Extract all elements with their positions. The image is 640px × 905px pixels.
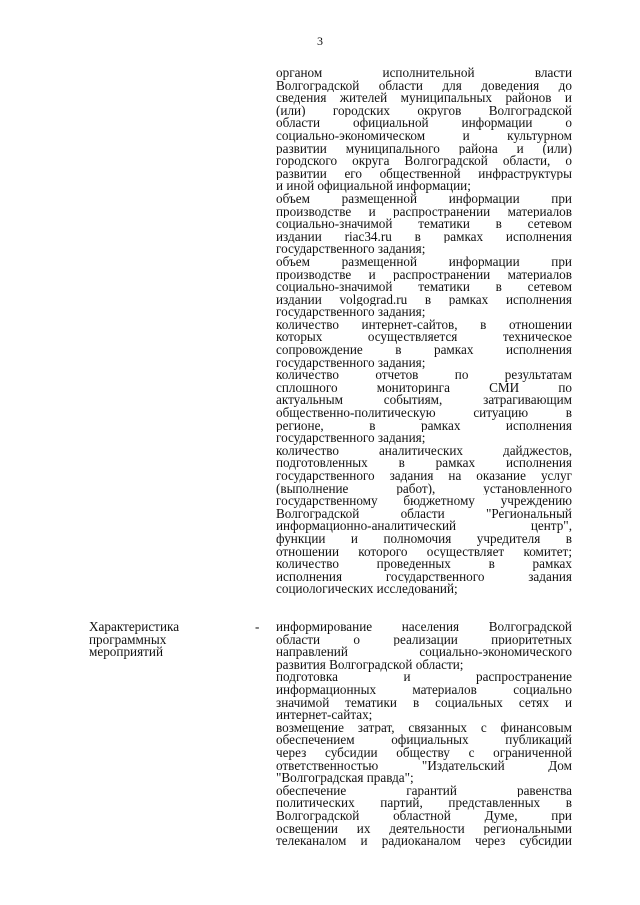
- text-line: количество аналитических дайджестов,: [276, 444, 572, 458]
- text-line: издании volgograd.ru в рамках исполнения: [276, 293, 572, 307]
- row-label-line: Характеристика: [89, 619, 180, 634]
- text-line: возмещение затрат, связанных с финансовым: [276, 721, 572, 735]
- text-line: функции и полномочия учредителя в: [276, 532, 572, 546]
- text-line: области о реализации приоритетных: [276, 633, 572, 647]
- text-line: развития Волгоградской области;: [276, 656, 464, 672]
- text-line: Волгоградской областной Думе, при: [276, 809, 572, 823]
- text-line: социально-значимой тематики в сетевом: [276, 218, 572, 231]
- text-line: информационных материалов социально: [276, 683, 572, 697]
- row-label-line: мероприятий: [89, 644, 164, 660]
- text-line: издании riac34.ru в рамках исполнения: [276, 230, 572, 244]
- text-line: количество проведенных в рамках: [276, 558, 572, 571]
- text-line: подготовка и распространение: [276, 671, 572, 684]
- text-line: через субсидии обществу с ограниченной: [276, 746, 572, 760]
- text-line: направлений социально-экономического: [276, 646, 572, 659]
- text-line: развитии муниципального района и (или): [276, 142, 572, 156]
- text-line: социально-экономическом и культурном: [276, 129, 572, 143]
- text-line: сопровождение в рамках исполнения: [276, 344, 572, 357]
- text-line: регионе, в рамках исполнения: [276, 419, 572, 433]
- text-line: государственного задания;: [276, 241, 426, 257]
- text-line: объем размещенной информации при: [276, 192, 572, 206]
- text-line: обеспечением официальных публикаций: [276, 734, 572, 747]
- text-line: государственного задания;: [276, 354, 426, 370]
- text-line: органом исполнительной власти: [276, 67, 572, 80]
- text-line: государственного задания;: [276, 304, 426, 320]
- text-line: социологических исследований;: [276, 581, 458, 597]
- text-line: интернет-сайтах;: [276, 707, 373, 723]
- text-line: "Волгоградская правда";: [276, 770, 414, 786]
- text-line: информирование населения Волгоградской: [276, 621, 572, 634]
- text-line: области официальной информации о: [276, 117, 572, 130]
- row-label-program-characteristics: [89, 621, 229, 659]
- text-line: освещении их деятельности региональными: [276, 822, 572, 836]
- text-line: количество отчетов по результатам: [276, 369, 572, 382]
- text-line: политических партий, представленных в: [276, 797, 572, 810]
- text-line: социально-значимой тематики в сетевом: [276, 281, 572, 294]
- text-line: производстве и распространении материалов: [276, 268, 572, 282]
- indicator-list: [276, 67, 572, 596]
- text-line: развитии его общественной инфраструктуры: [276, 167, 572, 181]
- text-line: ответственностью "Издательский Дом: [276, 759, 572, 773]
- text-line: (или) городских округов Волгоградской: [276, 104, 572, 118]
- text-line: общественно-политическую ситуацию в: [276, 407, 572, 420]
- text-line: количество интернет-сайтов, в отношении: [276, 318, 572, 332]
- page-number: 3: [317, 34, 323, 48]
- text-line: сплошного мониторинга СМИ по: [276, 381, 572, 395]
- text-line: телеканалом и радиоканалом через субсидии: [276, 835, 572, 848]
- text-line: значимой тематики в социальных сетях и: [276, 696, 572, 710]
- program-activities-list: [276, 621, 572, 848]
- text-line: отношении которого осуществляет комитет;: [276, 545, 572, 559]
- row-dash: -: [255, 619, 260, 634]
- text-line: государственного задания;: [276, 430, 426, 446]
- row-label-line: программных: [89, 631, 167, 647]
- text-line: Волгоградской области "Региональный: [276, 507, 572, 521]
- text-line: которых осуществляется техническое: [276, 331, 572, 345]
- text-line: Волгоградской области для доведения до: [276, 79, 572, 93]
- text-line: подготовленных в рамках исполнения: [276, 457, 572, 470]
- text-line: информационно-аналитический центр",: [276, 520, 572, 533]
- text-line: государственному бюджетному учреждению: [276, 495, 572, 508]
- text-line: государственного задания на оказание услуг: [276, 470, 572, 483]
- text-line: городского округа Волгоградской области, о: [276, 155, 572, 168]
- text-line: обеспечение гарантий равенства: [276, 784, 572, 798]
- text-line: актуальным событиям, затрагивающим: [276, 394, 572, 408]
- text-line: (выполнение работ), установленного: [276, 482, 572, 496]
- text-line: исполнения государственного задания: [276, 570, 572, 584]
- text-line: производстве и распространении материалов: [276, 205, 572, 219]
- text-line: сведения жителей муниципальных районов и: [276, 92, 572, 105]
- text-line: и иной официальной информации;: [276, 178, 471, 194]
- text-line: объем размещенной информации при: [276, 255, 572, 269]
